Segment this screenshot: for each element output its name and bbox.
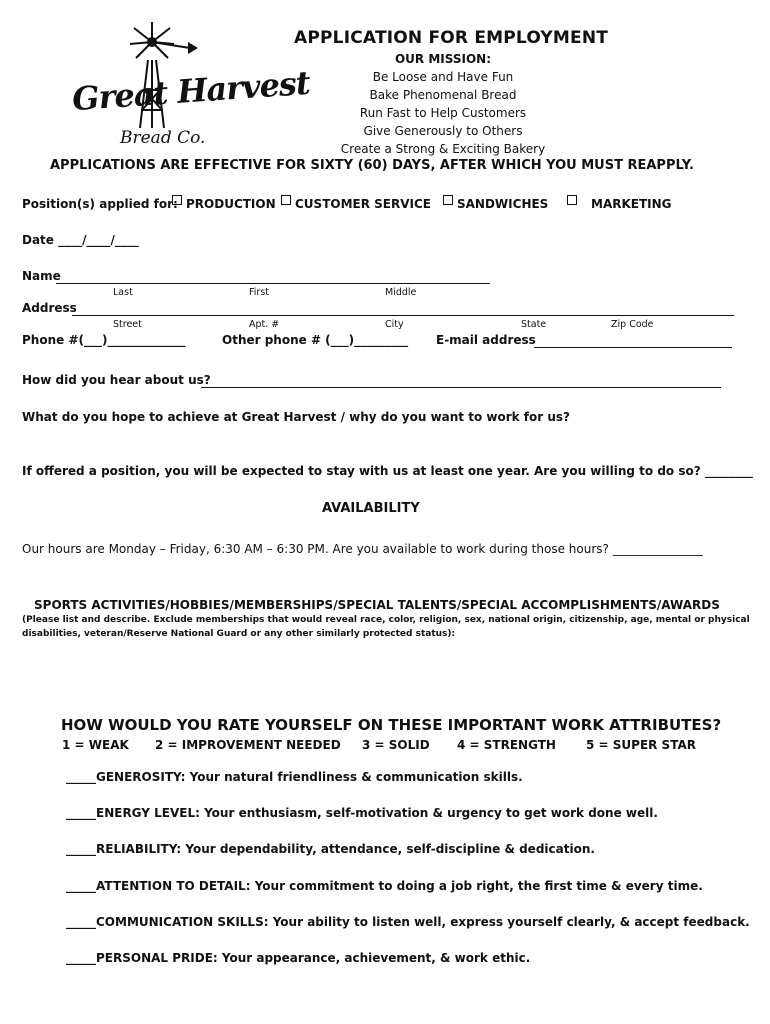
address-city: City — [385, 319, 404, 330]
checkbox[interactable] — [443, 195, 453, 205]
achieve-question: What do you hope to achieve at Great Harvest / why do you want to work for us? — [22, 410, 570, 424]
position-customer-service[interactable]: CUSTOMER SERVICE — [281, 197, 431, 211]
rating-blank[interactable]: _____ — [66, 915, 96, 929]
attribute-reliability[interactable]: _____RELIABILITY: Your dependability, attendance, self-discipline & dedication. — [66, 842, 595, 856]
attribute-energy-level[interactable]: _____ENERGY LEVEL: Your enthusiasm, self-motivation & urgency to get work done well. — [66, 806, 658, 820]
date-field[interactable] — [22, 233, 139, 247]
attribute-generosity[interactable]: _____GENEROSITY: Your natural friendliness & communication skills. — [66, 770, 523, 784]
attribute-personal-pride[interactable]: _____PERSONAL PRIDE: Your appearance, achievement, & work ethic. — [66, 951, 531, 965]
activities-heading: SPORTS ACTIVITIES/HOBBIES/MEMBERSHIPS/SPECIAL TALENTS/SPECIAL ACCOMPLISHMENTS/AWARDS — [34, 598, 720, 612]
mission-heading: OUR MISSION: — [394, 52, 492, 66]
logo-brand: Great Harvest — [70, 63, 311, 119]
mission-line: Be Loose and Have Fun — [372, 70, 514, 84]
name-first: First — [249, 287, 269, 298]
position-marketing[interactable]: MARKETING — [567, 197, 672, 211]
name-line[interactable] — [56, 283, 490, 284]
positions-label: Position(s) applied for: — [22, 197, 178, 211]
checkbox[interactable] — [281, 195, 291, 205]
rating-blank[interactable]: _____ — [66, 842, 96, 856]
position-production[interactable]: PRODUCTION — [172, 197, 276, 211]
other-phone-field[interactable]: Other phone # (___)_________ — [222, 333, 409, 347]
rating-scale-5: 5 = SUPER STAR — [586, 738, 696, 752]
page-title: APPLICATION FOR EMPLOYMENT — [294, 28, 609, 48]
date-blank: ____/____/____ — [58, 233, 139, 247]
name-middle: Middle — [385, 287, 417, 298]
name-label: Name — [22, 269, 61, 283]
rating-blank[interactable]: _____ — [66, 879, 96, 893]
address-line[interactable] — [72, 315, 734, 316]
logo-sub: Bread Co. — [120, 128, 206, 148]
rating-scale-1: 1 = WEAK — [62, 738, 129, 752]
address-zip: Zip Code — [611, 319, 654, 330]
hear-about-label: How did you hear about us? — [22, 373, 211, 387]
checkbox[interactable] — [567, 195, 577, 205]
email-label: E-mail address — [436, 333, 536, 347]
attribute-attention-to-detail[interactable]: _____ATTENTION TO DETAIL: Your commitment to doing a job right, the first time & every time. — [66, 879, 703, 893]
address-state: State — [521, 319, 547, 330]
mission-line: Run Fast to Help Customers — [359, 106, 527, 120]
position-sandwiches[interactable]: SANDWICHES — [443, 197, 548, 211]
ratings-heading: HOW WOULD YOU RATE YOURSELF ON THESE IMPORTANT WORK ATTRIBUTES? — [61, 716, 722, 734]
phone-field[interactable]: Phone #(___)_____________ — [22, 333, 186, 347]
mission-block — [320, 50, 566, 158]
mission-line: Give Generously to Others — [363, 124, 523, 138]
logo — [70, 20, 311, 160]
rating-scale-4: 4 = STRENGTH — [457, 738, 556, 752]
mission-line: Bake Phenomenal Bread — [369, 88, 517, 102]
checkbox[interactable] — [172, 195, 182, 205]
activities-note-line1: (Please list and describe. Exclude memberships that would reveal race, color, religion, sex, national origin, citizenship, age, mental or physical — [22, 615, 750, 625]
address-label: Address — [22, 301, 77, 315]
stay-question[interactable]: If offered a position, you will be expected to stay with us at least one year. Are you willing to do so? ________ — [22, 464, 753, 478]
address-street: Street — [113, 319, 142, 330]
rating-blank[interactable]: _____ — [66, 806, 96, 820]
rating-scale-2: 2 = IMPROVEMENT NEEDED — [155, 738, 341, 752]
validity-notice: APPLICATIONS ARE EFFECTIVE FOR SIXTY (60) DAYS, AFTER WHICH YOU MUST REAPPLY. — [50, 158, 694, 173]
date-label: Date — [22, 233, 54, 247]
mission-line: Create a Strong & Exciting Bakery — [340, 142, 546, 156]
rating-scale-3: 3 = SOLID — [362, 738, 430, 752]
attribute-communication-skills[interactable]: _____COMMUNICATION SKILLS: Your ability to listen well, express yourself clearly, & accept feedback. — [66, 915, 750, 929]
availability-heading: AVAILABILITY — [322, 501, 420, 516]
activities-note-line2: disabilities, veteran/Reserve National Guard or any other similarly protected status): — [22, 629, 456, 639]
email-line[interactable] — [534, 347, 732, 348]
hear-about-line[interactable] — [201, 387, 721, 388]
availability-question[interactable]: Our hours are Monday – Friday, 6:30 AM – 6:30 PM. Are you available to work during those hours? _______________ — [22, 542, 703, 556]
rating-blank[interactable]: _____ — [66, 770, 96, 784]
address-apt: Apt. # — [249, 319, 280, 330]
name-last: Last — [113, 287, 133, 298]
rating-blank[interactable]: _____ — [66, 951, 96, 965]
